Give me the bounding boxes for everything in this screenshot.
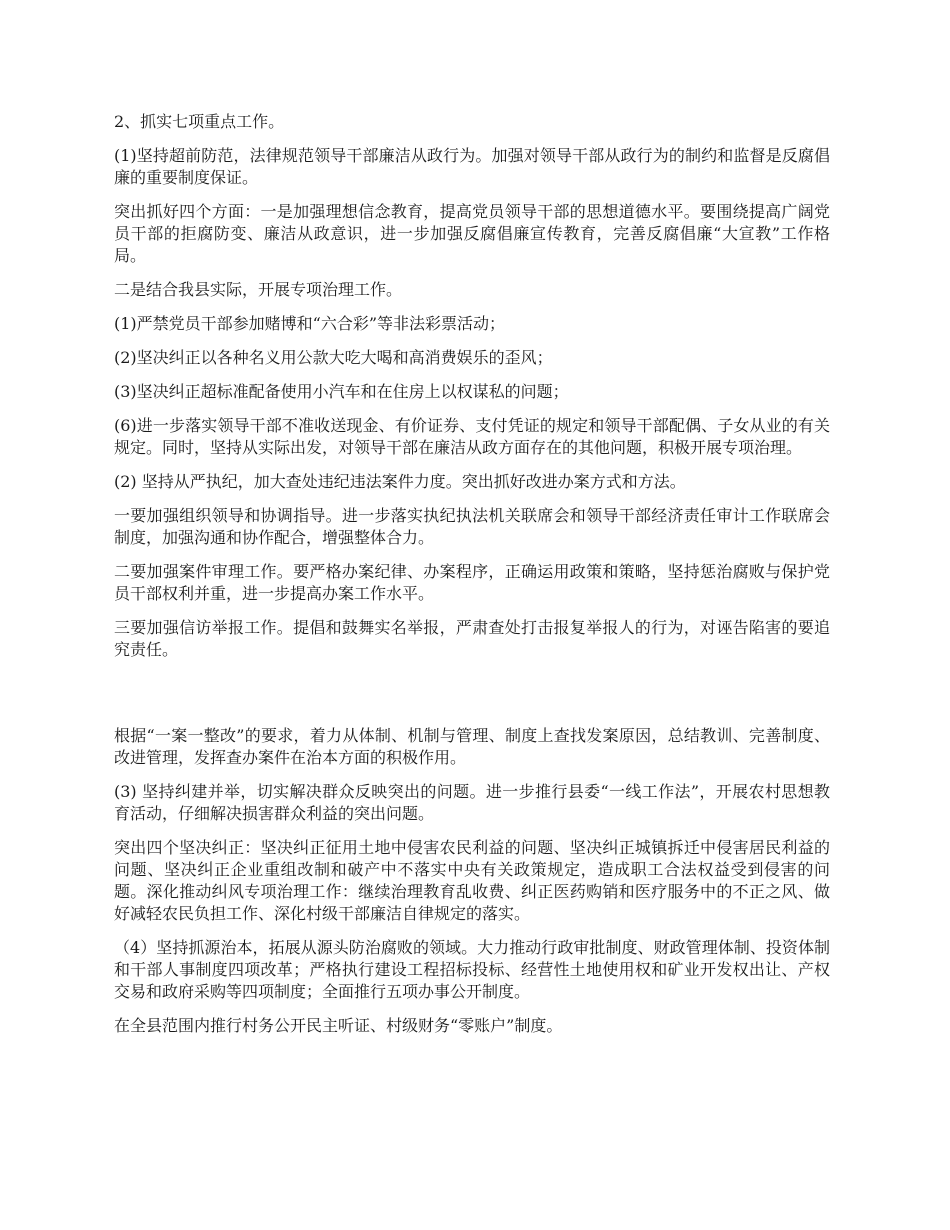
list-item: (6)进一步落实领导干部不准收送现金、有价证券、支付凭证的规定和领导干部配偶、子女从业的有关规定。同时，坚持从实际出发，对领导干部在廉洁从政方面存在的其他问题，积极开展专项治理。	[114, 416, 830, 457]
paragraph: (3) 坚持纠建并举，切实解决群众反映突出的问题。进一步推行县委“一线工作法”，开展农村思想教育活动，仔细解决损害群众利益的突出问题。	[114, 782, 830, 823]
paragraph: （4）坚持抓源治本，拓展从源头防治腐败的领域。大力推动行政审批制度、财政管理体制、投资体制和干部人事制度四项改革；严格执行建设工程招标投标、经营性土地使用权和矿业开发权出让、产权交易和政府采购等四项制度；全面推行五项办事公开制度。	[114, 938, 830, 1001]
paragraph: 二是结合我县实际，开展专项治理工作。	[114, 280, 403, 299]
document-section-top	[114, 111, 830, 661]
paragraph: 根据“一案一整改”的要求，着力从体制、机制与管理、制度上查找发案原因，总结教训、完善制度、改进管理，发挥查办案件在治本方面的积极作用。	[114, 726, 830, 767]
paragraph: 三要加强信访举报工作。提倡和鼓舞实名举报，严肃查处打击报复举报人的行为，对诬告陷害的要追究责任。	[114, 618, 830, 659]
list-item: (1)严禁党员干部参加赌博和“六合彩”等非法彩票活动；	[114, 314, 506, 333]
paragraph: 在全县范围内推行村务公开民主听证、村级财务“零账户”制度。	[114, 1016, 563, 1035]
document-page	[114, 111, 830, 1049]
paragraph: 二要加强案件审理工作。要严格办案纪律、办案程序，正确运用政策和策略，坚持惩治腐败与保护党员干部权利并重，进一步提高办案工作水平。	[114, 562, 830, 603]
list-item: (3)坚决纠正超标准配备使用小汽车和在住房上以权谋私的问题；	[114, 382, 569, 401]
paragraph: 突出抓好四个方面：一是加强理想信念教育，提高党员领导干部的思想道德水平。要围绕提高广阔党员干部的拒腐防变、廉洁从政意识，进一步加强反腐倡廉宣传教育，完善反腐倡廉“大宣教”工作格局。	[114, 202, 830, 265]
paragraph: (1)坚持超前防范，法律规范领导干部廉洁从政行为。加强对领导干部从政行为的制约和监督是反腐倡廉的重要制度保证。	[114, 146, 830, 187]
blank-gap	[114, 673, 830, 725]
paragraph: (2) 坚持从严执纪，加大查处违纪违法案件力度。突出抓好改进办案方式和方法。	[114, 472, 686, 491]
paragraph: 一要加强组织领导和协调指导。进一步落实执纪执法机关联席会和领导干部经济责任审计工作联席会制度，加强沟通和协作配合，增强整体合力。	[114, 506, 830, 547]
list-item: (2)坚决纠正以各种名义用公款大吃大喝和高消费娱乐的歪风；	[114, 348, 553, 367]
document-section-bottom	[114, 725, 830, 1037]
section-heading: 2、抓实七项重点工作。	[114, 112, 285, 131]
paragraph: 突出四个坚决纠正：坚决纠正征用土地中侵害农民利益的问题、坚决纠正城镇拆迁中侵害居民利益的问题、坚决纠正企业重组改制和破产中不落实中央有关政策规定，造成职工合法权益受到侵害的问题。深化推动纠风专项治理工作：继续治理教育乱收费、纠正医药购销和医疗服务中的不正之风、做好减轻农民负担工作、深化村级干部廉洁自律规定的落实。	[114, 838, 830, 923]
